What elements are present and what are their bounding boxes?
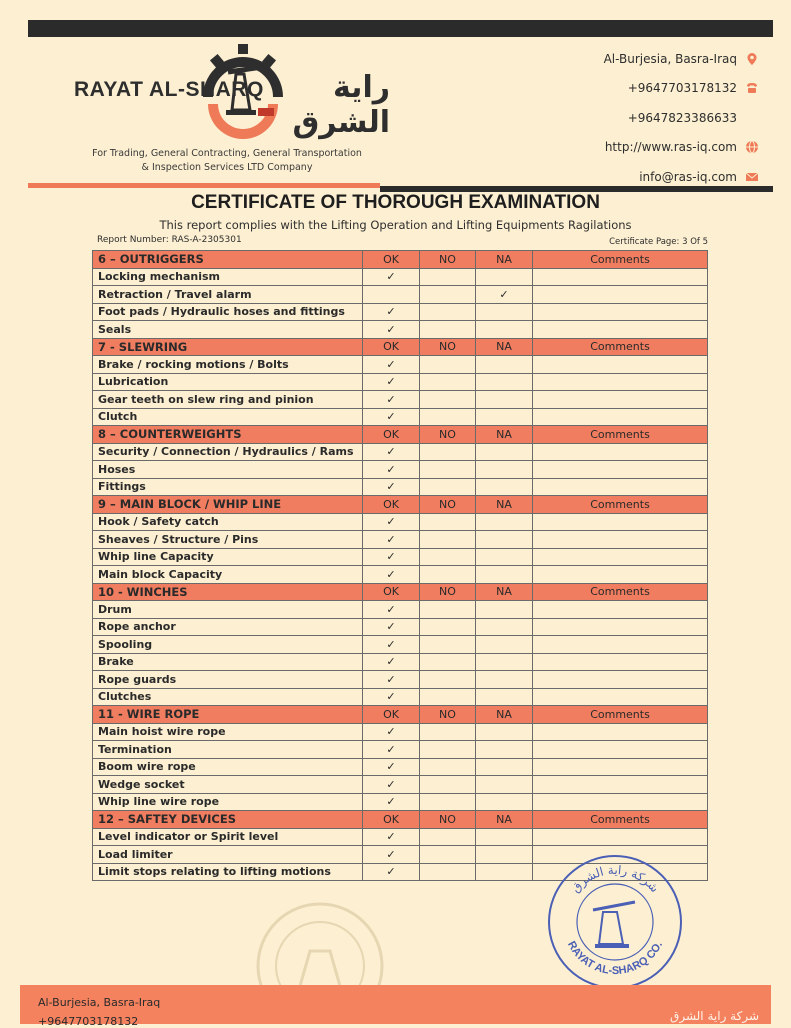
item-label: Foot pads / Hydraulic hoses and fittings <box>93 303 363 321</box>
footer-address: Al-Burjesia, Basra-Iraq <box>38 996 161 1009</box>
comments-cell <box>533 443 708 461</box>
comments-cell <box>533 566 708 584</box>
table-row <box>93 618 708 636</box>
contact-email-text[interactable]: info@ras-iq.com <box>639 169 737 184</box>
comments-cell <box>533 723 708 741</box>
no-cell <box>420 391 476 409</box>
col-header-na: NA <box>476 811 533 829</box>
section-title: 8 – COUNTERWEIGHTS <box>93 426 363 444</box>
na-cell <box>476 776 533 794</box>
ok-cell: ✓ <box>363 548 420 566</box>
item-label: Termination <box>93 741 363 759</box>
col-header-na: NA <box>476 706 533 724</box>
na-cell <box>476 741 533 759</box>
ok-cell: ✓ <box>363 373 420 391</box>
comments-cell <box>533 461 708 479</box>
table-row <box>93 671 708 689</box>
no-cell <box>420 688 476 706</box>
contact-phone-1-text: +9647703178132 <box>627 81 737 96</box>
no-cell <box>420 566 476 584</box>
comments-cell <box>533 321 708 339</box>
section-header <box>93 706 708 724</box>
item-label: Retraction / Travel alarm <box>93 286 363 304</box>
item-label: Spooling <box>93 636 363 654</box>
table-row <box>93 566 708 584</box>
no-cell <box>420 863 476 881</box>
no-cell <box>420 776 476 794</box>
stamp-seal-icon <box>545 852 685 992</box>
contact-website[interactable] <box>539 133 759 163</box>
comments-cell <box>533 758 708 776</box>
no-cell <box>420 723 476 741</box>
no-cell <box>420 618 476 636</box>
no-cell <box>420 408 476 426</box>
comments-cell <box>533 478 708 496</box>
col-header-comments: Comments <box>533 338 708 356</box>
table-row <box>93 828 708 846</box>
na-cell <box>476 408 533 426</box>
na-cell <box>476 531 533 549</box>
comments-cell <box>533 356 708 374</box>
table-row <box>93 793 708 811</box>
na-cell <box>476 548 533 566</box>
na-cell: ✓ <box>476 286 533 304</box>
contact-phone-2-text: +9647823386633 <box>627 110 737 125</box>
section-header <box>93 426 708 444</box>
comments-cell <box>533 531 708 549</box>
ok-cell: ✓ <box>363 443 420 461</box>
na-cell <box>476 566 533 584</box>
tagline-line-1: For Trading, General Contracting, General Transportation <box>92 148 362 159</box>
col-header-ok: OK <box>363 251 420 269</box>
na-cell <box>476 373 533 391</box>
table-row <box>93 688 708 706</box>
section-header <box>93 496 708 514</box>
col-header-ok: OK <box>363 706 420 724</box>
col-header-ok: OK <box>363 426 420 444</box>
table-row <box>93 741 708 759</box>
table-row <box>93 758 708 776</box>
item-label: Hook / Safety catch <box>93 513 363 531</box>
section-header <box>93 338 708 356</box>
col-header-no: NO <box>420 251 476 269</box>
ok-cell: ✓ <box>363 321 420 339</box>
company-tagline <box>72 147 382 175</box>
ok-cell: ✓ <box>363 303 420 321</box>
no-cell <box>420 373 476 391</box>
col-header-na: NA <box>476 426 533 444</box>
no-cell <box>420 601 476 619</box>
brand-name-english: RAYAT AL-SHARQ <box>74 78 264 101</box>
comments-cell <box>533 688 708 706</box>
no-cell <box>420 356 476 374</box>
no-cell <box>420 653 476 671</box>
report-number: Report Number: RAS-A-2305301 <box>97 235 242 245</box>
item-label: Sheaves / Structure / Pins <box>93 531 363 549</box>
na-cell <box>476 636 533 654</box>
table-row <box>93 268 708 286</box>
item-label: Lubrication <box>93 373 363 391</box>
ok-cell: ✓ <box>363 618 420 636</box>
na-cell <box>476 758 533 776</box>
ok-cell: ✓ <box>363 776 420 794</box>
item-label: Limit stops relating to lifting motions <box>93 863 363 881</box>
table-row <box>93 478 708 496</box>
footer-phone: +9647703178132 <box>38 1015 139 1028</box>
no-cell <box>420 793 476 811</box>
top-dark-bar <box>28 20 773 37</box>
item-label: Clutch <box>93 408 363 426</box>
table-row <box>93 391 708 409</box>
comments-cell <box>533 828 708 846</box>
na-cell <box>476 828 533 846</box>
na-cell <box>476 671 533 689</box>
item-label: Locking mechanism <box>93 268 363 286</box>
table-row <box>93 286 708 304</box>
table-row <box>93 513 708 531</box>
ok-cell: ✓ <box>363 391 420 409</box>
contact-address-text: Al-Burjesia, Basra-Iraq <box>603 51 737 66</box>
item-label: Drum <box>93 601 363 619</box>
comments-cell <box>533 286 708 304</box>
item-label: Brake <box>93 653 363 671</box>
certificate-title: CERTIFICATE OF THOROUGH EXAMINATION <box>191 192 600 213</box>
comments-cell <box>533 408 708 426</box>
comments-cell <box>533 776 708 794</box>
ok-cell: ✓ <box>363 478 420 496</box>
item-label: Main block Capacity <box>93 566 363 584</box>
item-label: Fittings <box>93 478 363 496</box>
na-cell <box>476 443 533 461</box>
certificate-page: Certificate Page: 3 Of 5 <box>609 237 708 247</box>
na-cell <box>476 846 533 864</box>
no-cell <box>420 513 476 531</box>
col-header-comments: Comments <box>533 251 708 269</box>
tagline-line-2: & Inspection Services LTD Company <box>141 162 313 173</box>
table-row <box>93 601 708 619</box>
na-cell <box>476 653 533 671</box>
section-header <box>93 251 708 269</box>
na-cell <box>476 461 533 479</box>
envelope-icon <box>745 170 759 184</box>
contact-phone-1 <box>539 74 759 104</box>
item-label: Main hoist wire rope <box>93 723 363 741</box>
item-label: Hoses <box>93 461 363 479</box>
no-cell <box>420 636 476 654</box>
examination-table <box>92 250 708 881</box>
section-header <box>93 811 708 829</box>
no-cell <box>420 828 476 846</box>
no-cell <box>420 548 476 566</box>
no-cell <box>420 478 476 496</box>
ok-cell: ✓ <box>363 636 420 654</box>
ok-cell: ✓ <box>363 461 420 479</box>
no-cell <box>420 758 476 776</box>
ok-cell: ✓ <box>363 566 420 584</box>
col-header-ok: OK <box>363 811 420 829</box>
globe-icon <box>745 140 759 154</box>
na-cell <box>476 303 533 321</box>
no-cell <box>420 461 476 479</box>
item-label: Whip line Capacity <box>93 548 363 566</box>
comments-cell <box>533 653 708 671</box>
col-header-ok: OK <box>363 583 420 601</box>
section-title: 12 – SAFTEY DEVICES <box>93 811 363 829</box>
col-header-no: NO <box>420 496 476 514</box>
section-title: 10 - WINCHES <box>93 583 363 601</box>
table-row <box>93 653 708 671</box>
no-cell <box>420 286 476 304</box>
ok-cell: ✓ <box>363 356 420 374</box>
ok-cell: ✓ <box>363 513 420 531</box>
table-row <box>93 776 708 794</box>
col-header-ok: OK <box>363 338 420 356</box>
col-header-na: NA <box>476 583 533 601</box>
comments-cell <box>533 391 708 409</box>
ok-cell: ✓ <box>363 793 420 811</box>
table-row <box>93 548 708 566</box>
item-label: Boom wire rope <box>93 758 363 776</box>
no-cell <box>420 671 476 689</box>
na-cell <box>476 688 533 706</box>
ok-cell: ✓ <box>363 601 420 619</box>
table-row <box>93 443 708 461</box>
ok-cell: ✓ <box>363 741 420 759</box>
col-header-comments: Comments <box>533 706 708 724</box>
ok-cell: ✓ <box>363 653 420 671</box>
no-cell <box>420 443 476 461</box>
na-cell <box>476 723 533 741</box>
table-row <box>93 531 708 549</box>
table-row <box>93 356 708 374</box>
ok-cell: ✓ <box>363 268 420 286</box>
comments-cell <box>533 671 708 689</box>
contact-address <box>539 44 759 74</box>
table-row <box>93 461 708 479</box>
ok-cell: ✓ <box>363 408 420 426</box>
na-cell <box>476 618 533 636</box>
ok-cell: ✓ <box>363 828 420 846</box>
comments-cell <box>533 513 708 531</box>
footer-arabic-name: شركة راية الشرق <box>670 1009 759 1023</box>
comments-cell <box>533 373 708 391</box>
na-cell <box>476 478 533 496</box>
section-title: 11 - WIRE ROPE <box>93 706 363 724</box>
stamp-text-arabic: شركة راية الشرق <box>568 862 662 896</box>
ok-cell: ✓ <box>363 671 420 689</box>
item-label: Rope anchor <box>93 618 363 636</box>
ok-cell: ✓ <box>363 688 420 706</box>
col-header-no: NO <box>420 811 476 829</box>
item-label: Rope guards <box>93 671 363 689</box>
comments-cell <box>533 793 708 811</box>
location-pin-icon <box>745 52 759 66</box>
no-cell <box>420 741 476 759</box>
comments-cell <box>533 618 708 636</box>
separator-orange <box>28 183 380 188</box>
section-title: 6 – OUTRIGGERS <box>93 251 363 269</box>
item-label: Load limiter <box>93 846 363 864</box>
col-header-no: NO <box>420 338 476 356</box>
item-label: Gear teeth on slew ring and pinion <box>93 391 363 409</box>
no-cell <box>420 268 476 286</box>
col-header-na: NA <box>476 338 533 356</box>
na-cell <box>476 356 533 374</box>
item-label: Level indicator or Spirit level <box>93 828 363 846</box>
section-title: 9 – MAIN BLOCK / WHIP LINE <box>93 496 363 514</box>
comments-cell <box>533 636 708 654</box>
na-cell <box>476 601 533 619</box>
ok-cell <box>363 286 420 304</box>
item-label: Brake / rocking motions / Bolts <box>93 356 363 374</box>
table-row <box>93 321 708 339</box>
no-cell <box>420 531 476 549</box>
col-header-comments: Comments <box>533 583 708 601</box>
stamp-text-english: RAYAT AL-SHARQ CO. <box>564 939 666 978</box>
ok-cell: ✓ <box>363 846 420 864</box>
no-cell <box>420 846 476 864</box>
ok-cell: ✓ <box>363 531 420 549</box>
na-cell <box>476 391 533 409</box>
phone-icon <box>745 81 759 95</box>
na-cell <box>476 863 533 881</box>
col-header-no: NO <box>420 706 476 724</box>
table-row <box>93 408 708 426</box>
table-row <box>93 723 708 741</box>
table-row <box>93 303 708 321</box>
col-header-comments: Comments <box>533 496 708 514</box>
na-cell <box>476 268 533 286</box>
company-stamp <box>545 852 685 992</box>
col-header-comments: Comments <box>533 811 708 829</box>
section-title: 7 - SLEWRING <box>93 338 363 356</box>
no-cell <box>420 303 476 321</box>
table-row <box>93 373 708 391</box>
col-header-comments: Comments <box>533 426 708 444</box>
ok-cell: ✓ <box>363 863 420 881</box>
company-logo <box>70 42 390 140</box>
contact-phone-2 <box>539 103 759 133</box>
na-cell <box>476 793 533 811</box>
footer-bar <box>20 985 771 1028</box>
item-label: Wedge socket <box>93 776 363 794</box>
comments-cell <box>533 303 708 321</box>
item-label: Whip line wire rope <box>93 793 363 811</box>
col-header-na: NA <box>476 251 533 269</box>
item-label: Security / Connection / Hydraulics / Rams <box>93 443 363 461</box>
certificate-subtitle: This report complies with the Lifting Operation and Lifting Equipments Ragilations <box>159 218 632 232</box>
comments-cell <box>533 548 708 566</box>
table-row <box>93 636 708 654</box>
col-header-no: NO <box>420 426 476 444</box>
contact-block <box>539 44 759 192</box>
na-cell <box>476 321 533 339</box>
comments-cell <box>533 741 708 759</box>
ok-cell: ✓ <box>363 758 420 776</box>
col-header-ok: OK <box>363 496 420 514</box>
comments-cell <box>533 601 708 619</box>
ok-cell: ✓ <box>363 723 420 741</box>
item-label: Seals <box>93 321 363 339</box>
na-cell <box>476 513 533 531</box>
col-header-no: NO <box>420 583 476 601</box>
item-label: Clutches <box>93 688 363 706</box>
comments-cell <box>533 268 708 286</box>
contact-website-text[interactable]: http://www.ras-iq.com <box>604 140 737 155</box>
col-header-na: NA <box>476 496 533 514</box>
no-cell <box>420 321 476 339</box>
brand-name-arabic: راية الشرق <box>292 70 390 140</box>
section-header <box>93 583 708 601</box>
